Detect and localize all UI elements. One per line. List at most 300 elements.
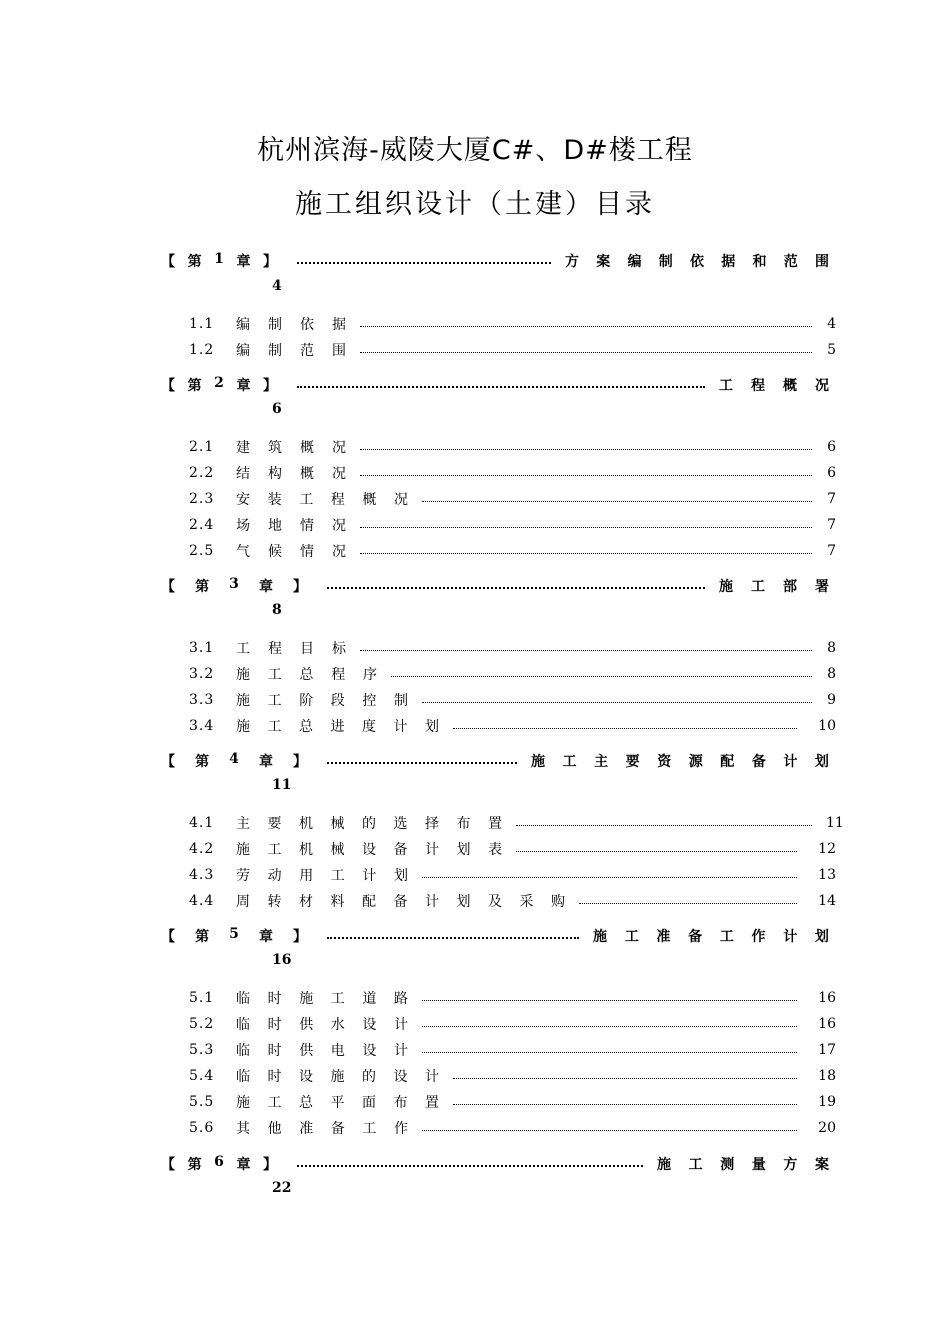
section-title [236, 1066, 439, 1086]
chapter-label-char: 5 [229, 926, 239, 942]
section-title-char: 施 [236, 667, 250, 683]
chapter-title-char: 方 [783, 1157, 798, 1173]
dot-leader [297, 376, 705, 388]
section-title-char: 动 [267, 868, 282, 884]
toc-section-row[interactable] [189, 689, 836, 711]
section-page-number: 8 [827, 666, 836, 682]
chapter-label-char: 】 [263, 378, 277, 394]
toc-chapter-row[interactable] [161, 374, 829, 396]
section-title-char: 时 [267, 1043, 282, 1059]
section-title-char: 情 [300, 518, 314, 534]
section-title-char: 围 [332, 343, 346, 359]
chapter-label-char: 】 [293, 579, 307, 595]
section-title-char: 面 [362, 1095, 376, 1111]
section-page-number: 14 [818, 893, 836, 909]
section-title-char: 备 [393, 842, 408, 858]
chapter-title-char: 制 [658, 254, 673, 270]
section-number: 2.4 [189, 517, 215, 533]
section-title-char: 时 [267, 1069, 282, 1085]
dot-leader [422, 867, 797, 878]
dot-leader [516, 815, 812, 826]
dot-leader [453, 1094, 797, 1105]
chapter-title-char: 依 [690, 254, 704, 270]
document-subtitle: 施工组织设计（土建）目录 [295, 189, 655, 220]
section-title-char: 制 [393, 693, 408, 709]
section-title-char: 布 [456, 816, 471, 832]
section-title [236, 664, 377, 684]
section-title-char: 装 [267, 492, 282, 508]
chapter-page-number: 11 [272, 777, 292, 793]
section-page-number: 6 [827, 465, 836, 481]
chapter-label [161, 926, 307, 946]
section-number: 1.2 [189, 342, 215, 358]
chapter-title-char: 工 [562, 754, 577, 770]
section-title-char: 况 [332, 466, 346, 482]
section-title-char: 设 [299, 1069, 313, 1085]
toc-section-row[interactable] [189, 1039, 836, 1061]
section-title-char: 转 [267, 894, 282, 910]
section-title-char: 程 [331, 667, 346, 683]
toc-section-row[interactable] [189, 864, 836, 886]
section-title-char: 候 [268, 544, 282, 560]
section-title [236, 340, 346, 360]
section-title-char: 工 [330, 868, 345, 884]
toc-section-row[interactable] [189, 637, 836, 659]
dot-leader [360, 342, 812, 353]
section-title-char: 设 [362, 1043, 377, 1059]
section-title-char: 备 [330, 1121, 345, 1137]
section-title-char: 计 [425, 1069, 439, 1085]
dot-leader [422, 1042, 797, 1053]
toc-section-row[interactable] [189, 339, 836, 361]
section-number: 5.1 [189, 990, 215, 1006]
chapter-title-char: 计 [783, 929, 798, 945]
section-title [236, 1118, 408, 1138]
chapter-title-char: 施 [531, 754, 545, 770]
chapter-page-number: 8 [272, 602, 282, 618]
dot-leader [327, 752, 517, 764]
section-title-char: 施 [299, 991, 314, 1007]
section-title-char: 况 [332, 544, 346, 560]
chapter-title-char: 主 [594, 754, 609, 770]
section-title-char: 临 [236, 1043, 250, 1059]
section-title-char: 序 [363, 667, 377, 683]
section-title-char: 控 [362, 693, 377, 709]
section-title-char: 选 [393, 816, 408, 832]
section-title-char: 概 [362, 492, 377, 508]
dot-leader [360, 517, 812, 528]
section-title-char: 筑 [268, 440, 282, 456]
chapter-label-char: 】 [263, 254, 277, 270]
dot-leader [422, 990, 797, 1001]
section-title-char: 施 [236, 693, 250, 709]
section-title-char: 工 [299, 492, 314, 508]
section-title-char: 机 [299, 842, 313, 858]
section-title-char: 械 [330, 842, 345, 858]
section-title-char: 施 [236, 842, 250, 858]
section-title-char: 工 [267, 842, 282, 858]
section-number: 4.4 [189, 893, 215, 909]
section-title-char: 临 [236, 1017, 250, 1033]
section-title-char: 工 [267, 667, 282, 683]
section-title-char: 范 [300, 343, 314, 359]
chapter-title-char: 案 [814, 1157, 829, 1173]
section-number: 3.4 [189, 718, 215, 734]
chapter-title [657, 1154, 829, 1174]
toc-chapter-row[interactable] [161, 1153, 829, 1175]
section-title-char: 时 [267, 1017, 282, 1033]
dot-leader [360, 465, 812, 476]
dot-leader [327, 577, 705, 589]
section-title-char: 计 [393, 719, 408, 735]
section-title-char: 机 [299, 816, 313, 832]
section-title-char: 总 [299, 667, 314, 683]
chapter-title-char: 划 [814, 929, 829, 945]
chapter-title-char: 范 [783, 254, 798, 270]
section-number: 2.1 [189, 439, 215, 455]
section-title-char: 供 [299, 1017, 314, 1033]
section-title-char: 置 [488, 816, 502, 832]
chapter-label-char: 6 [214, 1154, 224, 1170]
section-title [236, 515, 346, 535]
chapter-title-char: 编 [627, 254, 642, 270]
section-title-char: 临 [236, 1069, 250, 1085]
toc-section-row[interactable] [189, 1065, 836, 1087]
section-title-char: 计 [393, 1043, 408, 1059]
section-title-char: 工 [236, 641, 250, 657]
section-page-number: 6 [827, 439, 836, 455]
toc-chapter-row[interactable] [161, 575, 829, 597]
document-title: 杭州滨海-威陵大厦C#、D#楼工程 [257, 135, 693, 166]
section-title-char: 作 [393, 1121, 408, 1137]
chapter-page-number: 22 [272, 1180, 292, 1196]
chapter-page-number: 16 [272, 952, 292, 968]
section-number: 4.3 [189, 867, 215, 883]
section-title-char: 况 [332, 440, 346, 456]
section-title-char: 械 [330, 816, 345, 832]
chapter-title-char: 计 [783, 754, 798, 770]
section-page-number: 20 [818, 1120, 836, 1136]
toc-section-row[interactable] [189, 540, 836, 562]
chapter-page-number: 6 [272, 401, 282, 417]
section-title-char: 路 [393, 991, 408, 1007]
section-title-char: 周 [236, 894, 250, 910]
chapter-title-char: 据 [721, 254, 736, 270]
section-title-char: 建 [236, 440, 250, 456]
section-title-char: 制 [268, 343, 282, 359]
dot-leader [297, 1155, 643, 1167]
chapter-title-char: 部 [783, 579, 797, 595]
section-page-number: 16 [818, 1016, 836, 1032]
chapter-label-char: 2 [214, 375, 224, 391]
section-title-char: 工 [330, 991, 345, 1007]
chapter-label [161, 576, 307, 596]
section-title-char: 用 [299, 868, 314, 884]
section-page-number: 7 [827, 491, 836, 507]
section-title [236, 541, 346, 561]
section-title-char: 采 [519, 894, 534, 910]
chapter-title-char: 围 [815, 254, 829, 270]
section-title [236, 1014, 408, 1034]
dot-leader [391, 666, 812, 677]
dot-leader [453, 1068, 797, 1079]
section-title-char: 及 [488, 894, 502, 910]
toc-chapter-row[interactable] [161, 925, 829, 947]
chapter-label-char: 3 [229, 576, 239, 592]
chapter-title [719, 576, 829, 596]
section-title-char: 度 [362, 719, 376, 735]
section-title-char: 标 [332, 641, 346, 657]
section-number: 2.5 [189, 543, 215, 559]
section-title [236, 314, 346, 334]
chapter-label-char: 章 [258, 754, 273, 770]
toc-section-row[interactable] [189, 987, 836, 1009]
section-title-char: 水 [330, 1017, 345, 1033]
section-title-char: 情 [300, 544, 314, 560]
section-title-char: 构 [268, 466, 282, 482]
chapter-label-char: 【 [161, 579, 175, 595]
chapter-title-char: 和 [752, 254, 767, 270]
section-title-char: 总 [299, 719, 313, 735]
section-page-number: 13 [818, 867, 836, 883]
section-title-char: 备 [393, 894, 408, 910]
section-title-char: 概 [300, 440, 314, 456]
section-title-char: 编 [236, 317, 250, 333]
section-number: 4.1 [189, 815, 215, 831]
section-title-char: 程 [268, 641, 282, 657]
toc-section-row[interactable] [189, 1013, 836, 1035]
chapter-title-char: 备 [688, 929, 703, 945]
section-title-char: 结 [236, 466, 250, 482]
section-title-char: 依 [300, 317, 314, 333]
dot-leader [360, 316, 812, 327]
section-title-char: 电 [330, 1043, 345, 1059]
toc-section-row[interactable] [189, 663, 836, 685]
section-title-char: 时 [267, 991, 282, 1007]
chapter-label-char: 章 [236, 1157, 251, 1173]
section-title-char: 材 [299, 894, 313, 910]
chapter-label-char: 【 [161, 1157, 175, 1173]
chapter-label-char: 章 [258, 579, 273, 595]
section-number: 5.3 [189, 1042, 215, 1058]
section-title [236, 1040, 408, 1060]
chapter-title-char: 工 [719, 378, 733, 394]
chapter-title-char: 施 [719, 579, 733, 595]
toc-chapter-row[interactable] [161, 250, 829, 272]
section-page-number: 16 [818, 990, 836, 1006]
chapter-label-char: 【 [161, 254, 175, 270]
section-title-char: 划 [393, 868, 408, 884]
section-title-char: 工 [267, 693, 282, 709]
section-page-number: 9 [827, 692, 836, 708]
section-title-char: 程 [330, 492, 345, 508]
section-title-char: 准 [299, 1121, 314, 1137]
section-title-char: 据 [332, 317, 346, 333]
chapter-title-char: 程 [751, 378, 765, 394]
section-title [236, 988, 408, 1008]
section-title-char: 购 [551, 894, 565, 910]
section-number: 3.1 [189, 640, 215, 656]
chapter-title-char: 源 [688, 754, 703, 770]
section-number: 5.2 [189, 1016, 215, 1032]
dot-leader [360, 439, 812, 450]
dot-leader [579, 893, 797, 904]
section-number: 5.6 [189, 1120, 215, 1136]
dot-leader [360, 640, 812, 651]
section-page-number: 5 [827, 342, 836, 358]
chapter-label [161, 751, 307, 771]
section-title-char: 的 [362, 816, 376, 832]
section-title-char: 设 [393, 1069, 408, 1085]
toc-section-row[interactable] [189, 313, 836, 335]
toc-section-row[interactable] [189, 462, 836, 484]
chapter-label-char: 4 [229, 751, 239, 767]
chapter-title-char: 配 [720, 754, 735, 770]
chapter-label-char: 第 [187, 1157, 202, 1173]
chapter-label [161, 1154, 277, 1174]
section-title-char: 计 [425, 894, 439, 910]
toc-section-row[interactable] [189, 488, 836, 510]
section-title-char: 表 [488, 842, 502, 858]
toc-chapter-row[interactable] [161, 750, 829, 772]
chapter-title-char: 划 [814, 754, 829, 770]
chapter-page-number: 4 [272, 278, 282, 294]
section-title-char: 划 [456, 894, 471, 910]
chapter-label [161, 251, 277, 271]
section-title-char: 的 [362, 1069, 376, 1085]
chapter-title-char: 备 [751, 754, 766, 770]
toc-section-row[interactable] [189, 1091, 836, 1113]
dot-leader [422, 1016, 797, 1027]
chapter-title-char: 要 [625, 754, 640, 770]
chapter-title-char: 工 [688, 1157, 703, 1173]
toc-section-row[interactable] [189, 514, 836, 536]
section-title-char: 地 [268, 518, 282, 534]
chapter-title-char: 方 [565, 254, 579, 270]
chapter-title [719, 375, 829, 395]
section-title [236, 463, 346, 483]
chapter-title-char: 作 [751, 929, 766, 945]
chapter-label-char: 第 [195, 929, 210, 945]
section-page-number: 7 [827, 517, 836, 533]
chapter-title-char: 案 [596, 254, 611, 270]
section-page-number: 18 [818, 1068, 836, 1084]
dot-leader [516, 841, 797, 852]
section-number: 3.2 [189, 666, 215, 682]
chapter-title-char: 测 [720, 1157, 735, 1173]
section-title-char: 置 [425, 1095, 439, 1111]
toc-section-row[interactable] [189, 812, 844, 834]
section-title [236, 813, 502, 833]
section-title [236, 839, 502, 859]
toc-section-row[interactable] [189, 838, 836, 860]
section-number: 4.2 [189, 841, 215, 857]
section-title-char: 道 [362, 991, 377, 1007]
section-title [236, 891, 565, 911]
section-title-char: 平 [330, 1095, 345, 1111]
chapter-label-char: 1 [214, 251, 224, 267]
section-number: 5.5 [189, 1094, 215, 1110]
section-title-char: 目 [300, 641, 314, 657]
section-title-char: 料 [330, 894, 345, 910]
section-title-char: 施 [236, 719, 250, 735]
section-title-char: 工 [267, 719, 282, 735]
section-title [236, 716, 439, 736]
chapter-title-char: 工 [624, 929, 639, 945]
chapter-title-char: 工 [719, 929, 734, 945]
chapter-label-char: 【 [161, 378, 175, 394]
chapter-title-char: 资 [657, 754, 672, 770]
section-title-char: 况 [332, 518, 346, 534]
section-title-char: 进 [330, 719, 345, 735]
chapter-label-char: 章 [236, 378, 251, 394]
chapter-label-char: 【 [161, 754, 175, 770]
section-number: 1.1 [189, 316, 215, 332]
section-number: 5.4 [189, 1068, 215, 1084]
section-title-char: 其 [236, 1121, 250, 1137]
section-title [236, 489, 408, 509]
section-title-char: 配 [362, 894, 376, 910]
section-page-number: 19 [818, 1094, 836, 1110]
section-title [236, 638, 346, 658]
toc-section-row[interactable] [189, 436, 836, 458]
toc-section-row[interactable] [189, 890, 836, 912]
chapter-title-char: 量 [751, 1157, 766, 1173]
dot-leader [422, 1120, 797, 1131]
section-page-number: 7 [827, 543, 836, 559]
section-title-char: 主 [236, 816, 250, 832]
section-title-char: 划 [456, 842, 471, 858]
chapter-title [531, 751, 829, 771]
toc-section-row[interactable] [189, 1117, 836, 1139]
section-title-char: 计 [425, 842, 439, 858]
chapter-title-char: 况 [815, 378, 829, 394]
dot-leader [297, 252, 551, 264]
section-title-char: 供 [299, 1043, 314, 1059]
section-number: 2.3 [189, 491, 215, 507]
chapter-label-char: 章 [236, 254, 251, 270]
section-title-char: 计 [362, 868, 377, 884]
chapter-label [161, 375, 277, 395]
toc-section-row[interactable] [189, 715, 836, 737]
chapter-title-char: 署 [815, 579, 829, 595]
dot-leader [422, 491, 812, 502]
section-title-char: 工 [362, 1121, 377, 1137]
section-title-char: 施 [236, 1095, 250, 1111]
section-title [236, 1092, 439, 1112]
section-title-char: 临 [236, 991, 250, 1007]
section-page-number: 8 [827, 640, 836, 656]
chapter-title-char: 准 [656, 929, 671, 945]
section-title-char: 况 [393, 492, 408, 508]
section-title-char: 要 [267, 816, 282, 832]
chapter-title [565, 251, 829, 271]
section-title-char: 概 [300, 466, 314, 482]
section-number: 3.3 [189, 692, 215, 708]
section-title-char: 总 [299, 1095, 313, 1111]
section-number: 2.2 [189, 465, 215, 481]
chapter-title [593, 926, 829, 946]
chapter-label-char: 】 [293, 754, 307, 770]
chapter-title-char: 工 [751, 579, 765, 595]
section-title-char: 气 [236, 544, 250, 560]
chapter-label-char: 第 [187, 254, 202, 270]
chapter-label-char: 第 [195, 754, 210, 770]
section-title-char: 计 [393, 1017, 408, 1033]
section-title-char: 阶 [299, 693, 314, 709]
section-title-char: 劳 [236, 868, 250, 884]
chapter-label-char: 第 [187, 378, 202, 394]
